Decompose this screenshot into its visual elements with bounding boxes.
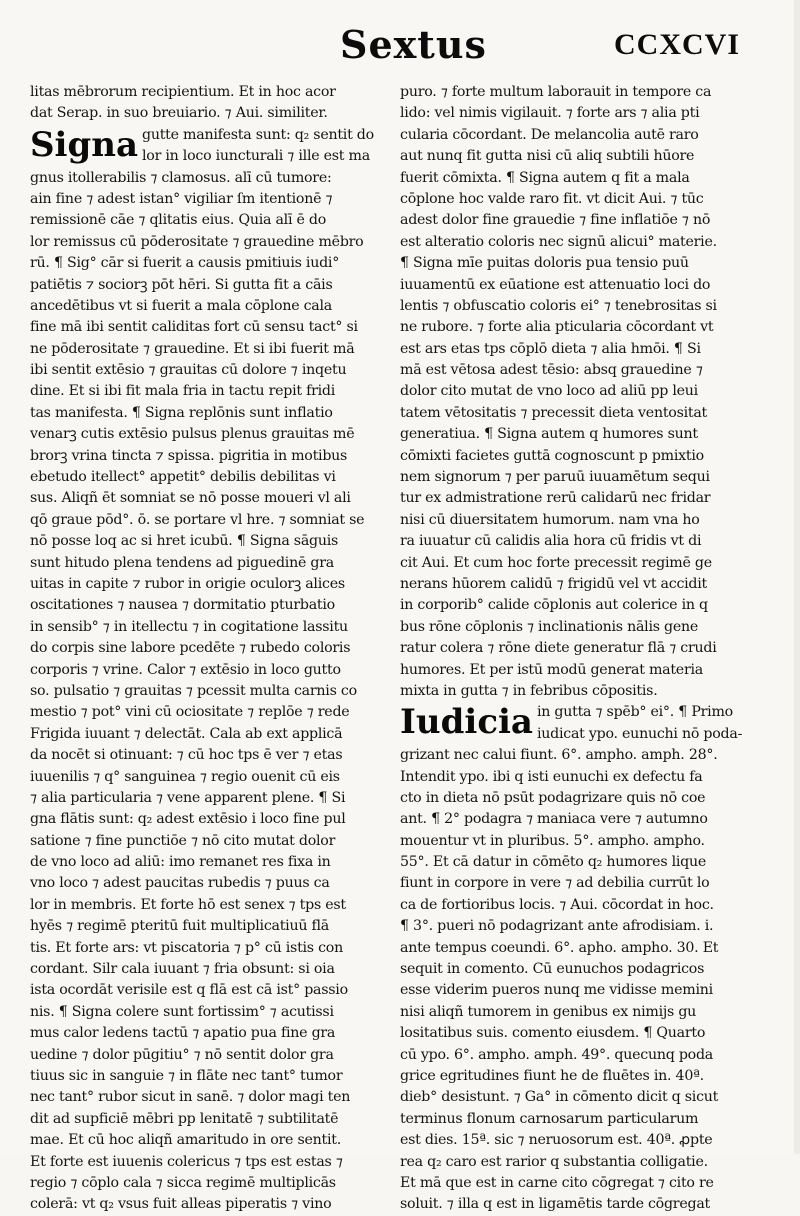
text-line: oscitationes ⁊ nausea ⁊ dormitatio pturbatio (30, 597, 335, 614)
text-line: terminus flonum carnosarum particularum (400, 1110, 699, 1127)
text-line: lor in membris. Et forte hō est senex ⁊ tps est (30, 896, 346, 913)
text-line: lentis ⁊ obfuscatio coloris ei° ⁊ tenebrositas si (400, 297, 717, 314)
text-line: est ars etas tps cōplō dieta ⁊ alia hmōi. ¶ Si (400, 340, 701, 357)
right-column (400, 82, 760, 1216)
text-line: mā est vētosa adest tēsio: absq grauedine ⁊ (400, 362, 703, 379)
text-line: patiētis ⁊ sociorꝫ pōt hēri. Si gutta fit a cāis (30, 276, 333, 293)
text-line: ne pōderositate ⁊ grauedine. Et si ibi fuerit mā (30, 340, 355, 357)
text-line: in gutta ⁊ spēb° ei°. ¶ Primo (536, 704, 733, 721)
text-line: fine mā ibi sentit caliditas fort cū sensu tact° si (30, 319, 358, 336)
text-line: regio ⁊ cōplo cala ⁊ sicca regimē multiplicās (30, 1174, 336, 1191)
text-line: fiunt in corpore in vere ⁊ ad debilia currūt lo (400, 875, 710, 892)
text-line: ista ocordāt verisile est q flā est cā ist° passio (30, 982, 348, 999)
text-line: est dies. 15ª. sic ⁊ neruosorum est. 40ª. ꝓpte (400, 1132, 713, 1149)
text-line: cordant. Silr cala iuuant ⁊ fria obsunt: si oia (30, 961, 335, 978)
text-line: cū ypo. 6°. ampho. amph. 49°. quecunq poda (400, 1046, 713, 1063)
text-line: ⁊ alia particularia ⁊ vene apparent plene. ¶ Si (30, 789, 346, 806)
text-line: do corpis sine labore pcedēte ⁊ rubedo coloris (30, 640, 351, 657)
text-line: colerā: vt q₂ vsus fuit alleas piperatis ⁊ vino (30, 1196, 332, 1213)
text-line: sunt hitudo plena tendens ad piguedinē gra (30, 554, 334, 571)
page-edge (794, 0, 800, 1154)
text-line: satione ⁊ fine punctiōe ⁊ nō cito mutat dolor (30, 832, 336, 849)
text-line: iuuenilis ⁊ q° sanguinea ⁊ regio ouenit cū eis (30, 768, 340, 785)
text-line: nisi aliqñ tumorem in genibus ex nimijs gu (400, 1003, 697, 1020)
text-line: brorꝫ vrina tincta ⁊ spissa. pigritia in motibus (30, 447, 348, 464)
text-line: lositatibus suis. comento eiusdem. ¶ Quarto (400, 1025, 706, 1042)
section-heading-label: Signa (30, 124, 138, 165)
text-line: lor in loco iuncturali ⁊ ille est ma (142, 148, 370, 165)
text-line: tur ex admistratione rerū calidarū nec fridar (400, 490, 711, 507)
section-heading-label: Iudicia (400, 702, 533, 743)
text-line: adest dolor fine grauedie ⁊ fine inflatiōe ⁊ nō (400, 212, 711, 229)
text-line: rū. ¶ Sig° cār si fuerit a causis pmitiuis iudi° (30, 255, 340, 272)
text-line: ancedētibus vt si fuerit a mala cōplone cala (30, 297, 333, 314)
text-line: generatiua. ¶ Signa autem q humores sunt (400, 426, 698, 443)
text-line: ante tempus coeundi. 6°. apho. ampho. 30. Et (400, 939, 719, 956)
text-line: Et mā que est in carne cito cōgregat ⁊ cito re (400, 1174, 714, 1191)
text-line: cōmixti facietes guttā cognoscunt p pmixtio (400, 447, 704, 464)
text-line: tas manifesta. ¶ Signa replōnis sunt inflatio (30, 404, 333, 421)
text-line: hyēs ⁊ regimē pteritū fuit multiplicatiuū flā (30, 918, 329, 935)
text-line: soluit. ⁊ illa q est in ligamētis tarde cōgregat (400, 1196, 710, 1213)
text-line: nisi cū diuersitatem humorum. nam vna ho (400, 511, 700, 528)
text-line: lor remissus cū pōderositate ⁊ grauedine mēbro (30, 233, 364, 250)
text-line: nerans hūorem calidū ⁊ frigidū vel vt accidit (400, 575, 707, 592)
text-line: vno loco ⁊ adest paucitas rubedis ⁊ puus ca (30, 875, 330, 892)
text-line: dit ad supficiē mēbri pp lenitatē ⁊ subtilitatē (30, 1110, 339, 1127)
text-line: Intendit ypo. ibi q isti eunuchi ex defectu fa (400, 768, 703, 785)
running-title: Sextus (340, 22, 487, 67)
text-line: tis. Et forte ars: vt piscatoria ⁊ p° cū istis con (30, 939, 343, 956)
text-line: cularia cōcordant. De melancolia autē raro (400, 126, 699, 143)
text-line: ¶ 3°. pueri nō podagrizant ante afrodisiam. i. (400, 918, 714, 935)
section-heading-iudicia (400, 702, 760, 745)
text-line: in sensib° ⁊ in itellectu ⁊ in cogitatione lassitu (30, 618, 348, 635)
text-line: puro. ⁊ forte multum laborauit in tempore ca (400, 84, 712, 100)
text-line: ain fine ⁊ adest istan° vigiliar ſm itentionē ⁊ (30, 190, 333, 207)
text-line: Frigida iuuant ⁊ delectāt. Cala ab ext applicā (30, 725, 343, 742)
left-column-body (30, 168, 390, 1216)
heading-text (142, 125, 374, 168)
text-line: grizant nec calui fiunt. 6°. ampho. amph. 28°. (400, 747, 718, 764)
text-line: uitas in capite ⁊ rubor in origie oculorꝫ alices (30, 575, 345, 592)
text-line: ebetudo itellect° appetit° debilis debilitas vi (30, 469, 336, 486)
text-line: ratur colera ⁊ rōne diete generatur flā ⁊ crudi (400, 640, 717, 657)
left-column (30, 82, 390, 1216)
text-line: est alteratio coloris nec signū alicui° materie. (400, 233, 717, 250)
text-line: lido: vel nimis vigilauit. ⁊ forte ars ⁊ alia pti (400, 105, 700, 122)
text-line: mestio ⁊ pot° vini cū ociositate ⁊ replōe ⁊ rede (30, 704, 350, 721)
text-line: dolor cito mutat de vno loco ad aliū pp leui (400, 383, 698, 400)
text-line: nem signorum ⁊ per paruū iuuamētum sequi (400, 469, 710, 486)
text-line: Et forte est iuuenis colericus ⁊ tps est estas ⁊ (30, 1153, 343, 1170)
text-line: da nocēt si otinuant: ⁊ cū hoc tps ē ver ⁊ etas (30, 747, 343, 764)
text-line: iudicat ypo. eunuchi nō poda- (536, 725, 743, 742)
text-line: gna flātis sunt: q₂ adest extēsio i loco fine pul (30, 811, 346, 828)
text-line: ca de fortioribus locis. ⁊ Aui. cōcordat in hoc. (400, 896, 714, 913)
text-line: dat Serap. in suo breuiario. ⁊ Aui. similiter. (30, 105, 328, 122)
text-line: humores. Et per istū modū generat materia (400, 661, 703, 678)
text-line: venarꝫ cutis extēsio pulsus plenus grauitas mē (30, 426, 355, 443)
text-line: cōplone hoc valde raro fit. vt dicit Aui. ⁊ tūc (400, 190, 704, 207)
text-line: mae. Et cū hoc aliqñ amaritudo in ore sentit. (30, 1132, 341, 1149)
text-line: sequit in comento. Cū eunuchos podagricos (400, 961, 705, 978)
text-line: nō posse loq ac si hret icubū. ¶ Signa sāguis (30, 533, 339, 550)
text-line: tiuus sic in sanguie ⁊ in flāte nec tant° tumor (30, 1067, 343, 1084)
heading-text (537, 702, 742, 745)
text-line: litas mēbrorum recipientium. Et in hoc acor (30, 84, 336, 100)
text-line: gutte manifesta sunt: q₂ sentit do (142, 126, 374, 143)
text-line: corporis ⁊ vrine. Calor ⁊ extēsio in loco gutto (30, 661, 341, 678)
section-heading-signa (30, 125, 390, 168)
text-line: so. pulsatio ⁊ grauitas ⁊ pcessit multa carnis co (30, 682, 357, 699)
text-line: dieb° desistunt. ⁊ Ga° in cōmento dicit q sicut (400, 1089, 719, 1106)
text-line: grice egritudines fiunt he de fluētes in. 40ª. (400, 1067, 704, 1084)
text-line: ¶ Signa mīe puitas doloris pua tensio puū (400, 255, 689, 272)
text-line: aut nunq fit gutta nisi cū aliq subtili hūore (400, 148, 695, 165)
text-line: dine. Et si ibi fit mala fria in tactu repit fridi (30, 383, 336, 400)
text-line: remissionē cāe ⁊ qlitatis eius. Quia alī ē do (30, 212, 327, 229)
text-line: ibi sentit extēsio ⁊ grauitas cū dolore ⁊ inqetu (30, 362, 347, 379)
text-line: uedine ⁊ dolor pūgitiu° ⁊ nō sentit dolor gra (30, 1046, 334, 1063)
text-line: ant. ¶ 2° podagra ⁊ maniaca vere ⁊ autumno (400, 811, 708, 828)
text-line: mus calor ledens tactū ⁊ apatio pua fine gra (30, 1025, 336, 1042)
text-line: mouentur vt in pluribus. 5°. ampho. ampho. (400, 832, 705, 849)
text-line: cit Aui. Et cum hoc forte precessit regimē ge (400, 554, 712, 571)
text-line: iuuamentū ex eūatione est attenuatio loci do (400, 276, 711, 293)
text-line: tatem vētositatis ⁊ precessit dieta ventositat (400, 404, 708, 421)
text-line: ra iuuatur cū calidis alia hora cū fridis vt di (400, 533, 702, 550)
text-line: in corporib° calide cōplonis aut colerice in q (400, 597, 708, 614)
text-line: esse viderim pueros nunq me vidisse memini (400, 982, 713, 999)
text-line: qō graue pōd°. ō. se portare vl hre. ⁊ somniat se (30, 511, 365, 528)
text-line: nec tant° rubor sicut in sanē. ⁊ dolor magi ten (30, 1089, 351, 1106)
text-line: gnus itollerabilis ⁊ clamosus. alī cū tumore: (30, 169, 332, 186)
folio-number: CCXCVI (614, 28, 740, 61)
text-line: sus. Aliqñ ēt somniat se nō posse moueri vl ali (30, 490, 351, 507)
text-line: bus rōne cōplonis ⁊ inclinationis nālis gene (400, 618, 699, 635)
text-line: mixta in gutta ⁊ in febribus cōpositis. (400, 682, 658, 699)
right-column-body (400, 82, 760, 702)
text-line: fuerit cōmixta. ¶ Signa autem q fit a mala (400, 169, 690, 186)
text-line: rea q₂ caro est rarior q substantia colligatie. (400, 1153, 708, 1170)
right-column-body-after (400, 745, 760, 1216)
text-line: de vno loco ad aliū: imo remanet res fixa in (30, 854, 331, 871)
page-header (0, 22, 800, 82)
text-line: cto in dieta nō psūt podagrizare quis nō coe (400, 789, 706, 806)
text-line: ne rubore. ⁊ forte alia pticularia cōcordant vt (400, 319, 714, 336)
text-line: nis. ¶ Signa colere sunt fortissim° ⁊ acutissi (30, 1003, 334, 1020)
text-line: 55°. Et cā datur in cōmēto q₂ humores lique (400, 854, 707, 871)
